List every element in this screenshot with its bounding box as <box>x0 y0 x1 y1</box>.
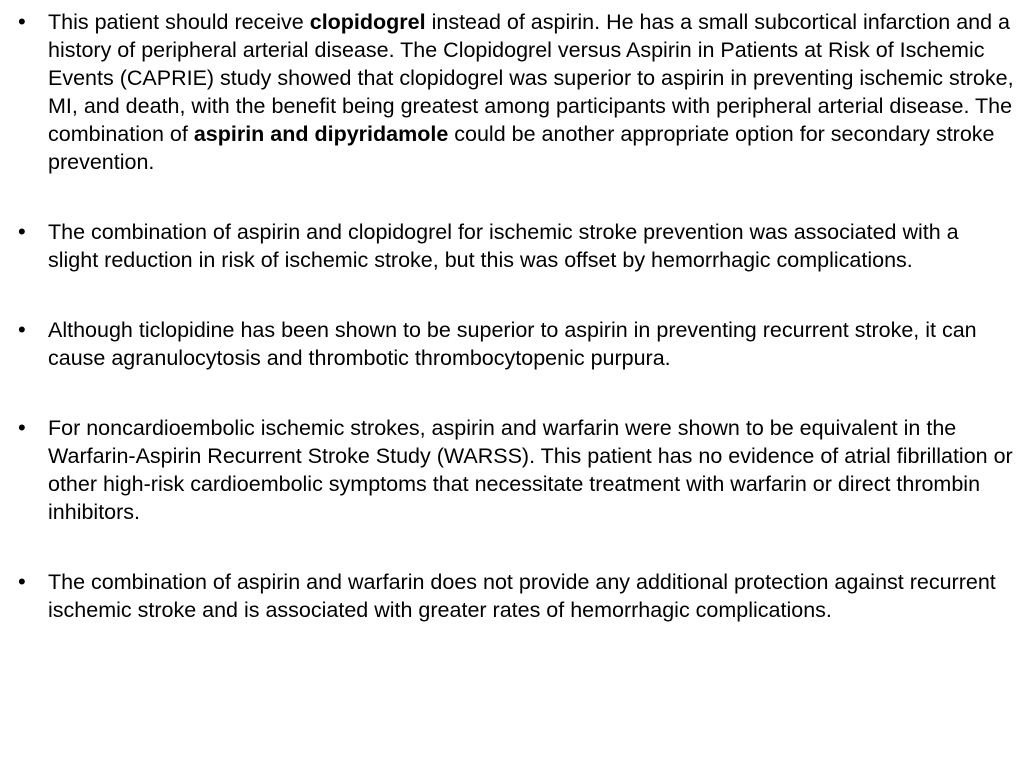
bullet-item-aspirin-clopidogrel <box>14 218 1014 274</box>
bold-text-segment: aspirin and dipyridamole <box>193 122 449 146</box>
bullet-list <box>14 8 1014 624</box>
text-segment: instead of aspirin. He has a small subcortical infarction and a history of peripheral arterial disease. The Clopidogrel versus Aspirin in Patients at Risk of Ischemic Events (CAPRIE) study showed that clopidogrel was superior to aspirin in preventing ischemic stroke, MI, and death, with the benefit being greatest among participants with peripheral arterial disease. The combination of <box>48 10 1014 146</box>
bullet-text <box>48 416 1013 524</box>
bullet-item-warss <box>14 414 1014 526</box>
bullet-icon: • <box>18 9 26 34</box>
bullet-icon: • <box>18 317 26 342</box>
bullet-icon: • <box>18 569 26 594</box>
text-segment: This patient should receive <box>48 10 310 34</box>
bullet-text <box>48 10 1014 174</box>
text-segment: Although ticlopidine has been shown to be superior to aspirin in preventing recurrent stroke, it can cause agranulocytosis and thrombotic thrombocytopenic purpura. <box>48 318 977 370</box>
bullet-text <box>48 220 959 272</box>
bullet-item-ticlopidine <box>14 316 1014 372</box>
bold-text-segment: clopidogrel <box>309 10 426 34</box>
bullet-text <box>48 570 996 622</box>
bullet-item-clopidogrel <box>14 8 1014 176</box>
bullet-item-aspirin-warfarin <box>14 568 1014 624</box>
bullet-icon: • <box>18 415 26 440</box>
bullet-icon: • <box>18 219 26 244</box>
text-segment: could be another appropriate option for secondary stroke prevention. <box>48 122 995 174</box>
bullet-text <box>48 318 977 370</box>
text-segment: The combination of aspirin and warfarin does not provide any additional protection against recurrent ischemic stroke and is associated with greater rates of hemorrhagic complications. <box>48 570 996 622</box>
text-segment: The combination of aspirin and clopidogrel for ischemic stroke prevention was associated with a slight reduction in risk of ischemic stroke, but this was offset by hemorrhagic complications. <box>48 220 959 272</box>
text-segment: For noncardioembolic ischemic strokes, aspirin and warfarin were shown to be equivalent in the Warfarin-Aspirin Recurrent Stroke Study (WARSS). This patient has no evidence of atrial fibrillation or other high-risk cardioembolic symptoms that necessitate treatment with warfarin or direct thrombin inhibitors. <box>48 416 1013 524</box>
